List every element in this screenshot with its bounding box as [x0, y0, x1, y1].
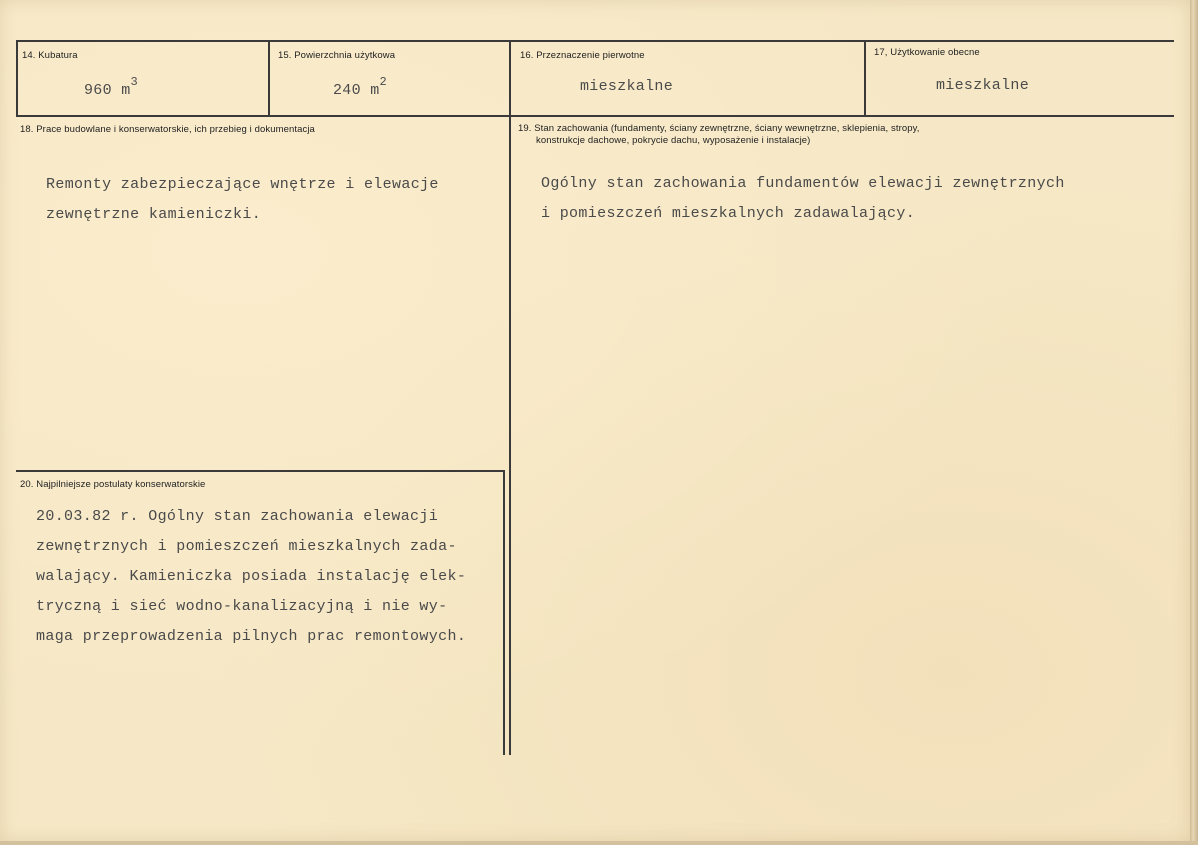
- field-20-line: zewnętrznych i pomieszczeń mieszkalnych zada-: [36, 538, 457, 555]
- field-14-label: 14. Kubatura: [22, 50, 78, 61]
- field-16-value: mieszkalne: [580, 78, 674, 95]
- field-19-label-line2: konstrukcje dachowe, pokrycie dachu, wyposażenie i instalacje): [536, 135, 811, 146]
- field-15-label: 15. Powierzchnia użytkowa: [278, 50, 396, 61]
- section20-top-line: [16, 470, 504, 472]
- field-19-text: [541, 169, 1065, 229]
- field-17-value: mieszkalne: [936, 77, 1030, 94]
- divider-20-right: [503, 470, 505, 755]
- field-14-value-text: 960 m: [84, 82, 131, 99]
- field-15-value-text: 240 m: [333, 82, 380, 99]
- field-14-unit-exponent: 3: [130, 75, 139, 89]
- field-20-text: [36, 502, 466, 652]
- field-17-label: 17, Użytkowanie obecne: [874, 47, 980, 58]
- divider-16-17: [864, 40, 866, 117]
- field-19-line: i pomieszczeń mieszkalnych zadawalający.: [541, 205, 916, 222]
- card-stack-edge-bottom: [0, 841, 1198, 845]
- field-19-label-line1: 19. Stan zachowania (fundamenty, ściany zewnętrzne, ściany wewnętrzne, sklepienia, stropy,: [518, 123, 920, 134]
- divider-14-15: [268, 40, 270, 117]
- field-20-line: walający. Kamieniczka posiada instalację elek-: [36, 568, 467, 585]
- field-20-line: maga przeprowadzenia pilnych prac remontowych.: [36, 628, 467, 645]
- divider-15-16: [509, 40, 511, 755]
- field-18-line: zewnętrzne kamieniczki.: [46, 206, 262, 223]
- field-18-line: Remonty zabezpieczające wnętrze i elewacje: [46, 176, 439, 193]
- field-18-text: [46, 170, 439, 230]
- row1-bottom-line: [16, 115, 1174, 117]
- left-border-line: [16, 40, 18, 117]
- field-19-line: Ogólny stan zachowania fundamentów elewacji zewnętrznych: [541, 175, 1065, 192]
- field-20-line: tryczną i sieć wodno-kanalizacyjną i nie wy-: [36, 598, 448, 615]
- field-16-label: 16. Przeznaczenie pierwotne: [520, 50, 645, 61]
- top-border-line: [16, 40, 1174, 42]
- field-15-value: [333, 75, 388, 99]
- card-stack-edge-right: [1190, 0, 1198, 845]
- field-15-unit-exponent: 2: [379, 75, 388, 89]
- field-20-label: 20. Najpilniejsze postulaty konserwatorskie: [20, 479, 206, 490]
- field-18-label: 18. Prace budowlane i konserwatorskie, ich przebieg i dokumentacja: [20, 124, 315, 135]
- field-20-line: 20.03.82 r. Ogólny stan zachowania elewacji: [36, 508, 439, 525]
- field-14-value: [84, 75, 139, 99]
